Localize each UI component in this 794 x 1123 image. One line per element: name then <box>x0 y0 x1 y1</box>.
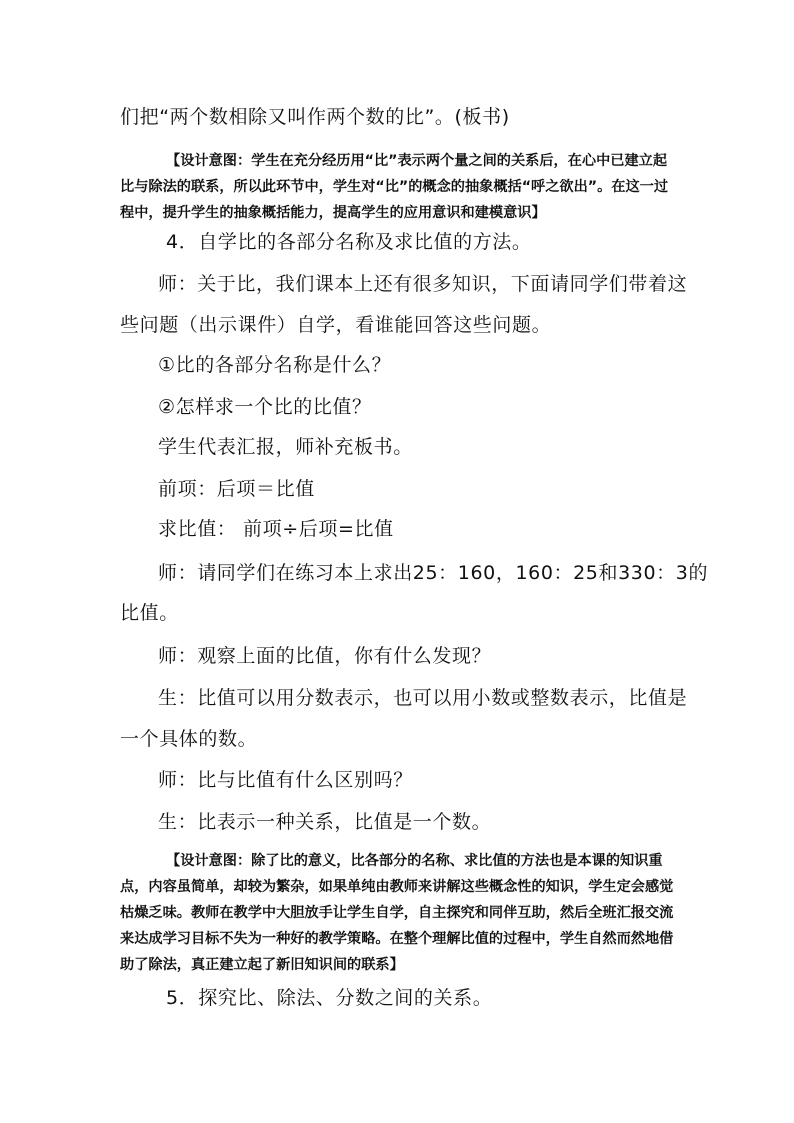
paragraph-line: 比值。 <box>120 602 179 624</box>
formula-line: 前项：后项＝比值 <box>158 478 315 500</box>
question-item: ②怎样求一个比的比值？ <box>158 396 372 418</box>
design-intent-note: 点，内容虽简单，却较为繁杂，如果单纯由教师来讲解这些概念性的知识，学生定会感觉 <box>120 879 674 895</box>
paragraph-line: 一个具体的数。 <box>120 728 258 750</box>
section-heading: 5．探究比、除法、分数之间的关系。 <box>166 987 493 1009</box>
design-intent-note: 枯燥乏味。教师在教学中大胆放手让学生自学，自主探究和同伴互助，然后全班汇报交流 <box>120 905 674 921</box>
paragraph-line: 们把“两个数相除又叫作两个数的比”。(板书) <box>120 106 510 128</box>
design-intent-note: 来达成学习目标不失为一种好的教学策略。在整个理解比值的过程中，学生自然而然地借 <box>120 931 674 947</box>
paragraph-line: 师：比与比值有什么区别吗？ <box>158 769 413 791</box>
paragraph-line: 师：关于比，我们课本上还有很多知识，下面请同学们带着这 <box>158 273 688 295</box>
paragraph-line: 师：观察上面的比值，你有什么发现？ <box>158 645 492 667</box>
design-intent-note: 助了除法，真正建立起了新旧知识间的联系】 <box>120 957 404 973</box>
formula-line: 求比值： 前项÷后项=比值 <box>158 518 394 540</box>
design-intent-note: 比与除法的联系，所以此环节中，学生对“比”的概念的抽象概括“呼之欲出”。在这一过 <box>120 179 669 195</box>
design-intent-note: 【设计意图：除了比的意义，比各部分的名称、求比值的方法也是本课的知识重 <box>166 853 663 869</box>
paragraph-line: 生：比值可以用分数表示，也可以用小数或整数表示，比值是 <box>158 687 688 709</box>
section-heading: 4．自学比的各部分名称及求比值的方法。 <box>166 231 532 253</box>
paragraph-line: 些问题（出示课件）自学，看谁能回答这些问题。 <box>120 314 552 336</box>
paragraph-line: 师：请同学们在练习本上求出25：160，160：25和330：3的 <box>158 562 709 584</box>
design-intent-note: 程中，提升学生的抽象概括能力，提高学生的应用意识和建模意识】 <box>120 205 546 221</box>
paragraph-line: 学生代表汇报，师补充板书。 <box>158 436 413 458</box>
design-intent-note: 【设计意图：学生在充分经历用“比”表示两个量之间的关系后，在心中已建立起 <box>166 153 668 169</box>
paragraph-line: 生：比表示一种关系，比值是一个数。 <box>158 811 492 833</box>
question-item: ①比的各部分名称是什么？ <box>158 354 392 376</box>
